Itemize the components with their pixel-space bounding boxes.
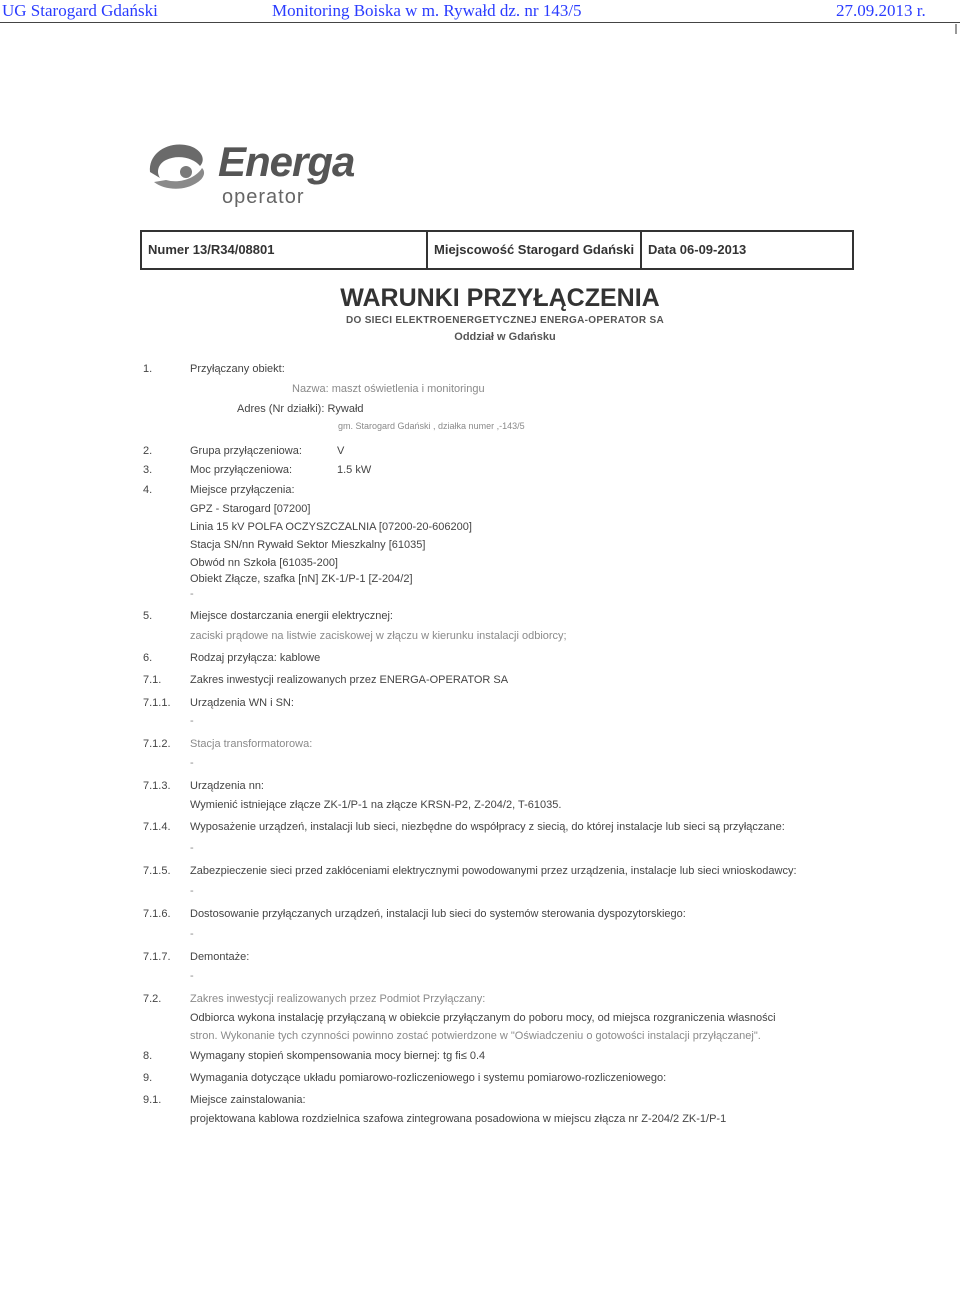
item-7-1-3-number: 7.1.3.: [143, 780, 171, 792]
empty-dash: -: [190, 757, 194, 769]
item-7-1-5-number: 7.1.5.: [143, 865, 171, 877]
item-7-2-number: 7.2.: [143, 993, 162, 1005]
item-1-address: Adres (Nr działki): Rywałd: [237, 403, 364, 415]
item-7-1-2-label: Stacja transformatorowa:: [190, 738, 313, 750]
item-7-1-3-label: Urządzenia nn:: [190, 780, 264, 792]
item-2-label: Grupa przyłączeniowa:: [190, 445, 302, 457]
item-7-2-label: Zakres inwestycji realizowanych przez Podmiot Przyłączany:: [190, 993, 486, 1005]
energa-swirl-icon: [140, 132, 212, 204]
item-1-gmina: gm. Starogard Gdański , działka numer ,-143/5: [338, 421, 525, 431]
item-2-value: V: [337, 445, 345, 457]
item-8-label: Wymagany stopień skompensowania mocy biernej: tg fi≤ 0.4: [190, 1050, 486, 1062]
empty-dash: -: [190, 588, 194, 600]
item-3-label: Moc przyłączeniowa:: [190, 464, 293, 476]
logo-subtitle: operator: [222, 186, 305, 208]
empty-dash: -: [190, 842, 194, 854]
item-6-label: Rodzaj przyłącza: kablowe: [190, 652, 321, 664]
energa-logo: [140, 128, 380, 218]
item-7-1-2-number: 7.1.2.: [143, 738, 171, 750]
item-7-1-4-number: 7.1.4.: [143, 821, 171, 833]
item-2-number: 2.: [143, 445, 153, 457]
item-1-label: Przyłączany obiekt:: [190, 363, 285, 375]
item-4-line: Stacja SN/nn Rywałd Sektor Mieszkalny [61035]: [190, 539, 426, 551]
item-9-number: 9.: [143, 1072, 153, 1084]
header-left: UG Starogard Gdański: [2, 1, 158, 20]
empty-dash: -: [190, 885, 194, 897]
logo-brand: Energa: [218, 138, 355, 185]
item-5-label: Miejsce dostarczania energii elektrycznej:: [190, 610, 393, 622]
scan-edge-mark: [955, 24, 957, 34]
item-7-1-3-value: Wymienić istniejące złącze ZK-1/P-1 na złącze KRSN-P2, Z-204/2, T-61035.: [190, 799, 562, 811]
document-title: WARUNKI PRZYŁĄCZENIA: [340, 284, 660, 312]
item-4-line: GPZ - Starogard [07200]: [190, 503, 311, 515]
item-7-1-number: 7.1.: [143, 674, 162, 686]
item-6-number: 6.: [143, 652, 153, 664]
empty-dash: -: [190, 970, 194, 982]
item-9-1-number: 9.1.: [143, 1094, 162, 1106]
item-7-2-line: stron. Wykonanie tych czynności powinno zostać potwierdzone w "Oświadczeniu o gotowości instalacji przyłączanej".: [190, 1030, 761, 1042]
item-4-line: Linia 15 kV POLFA OCZYSZCZALNIA [07200-20-606200]: [190, 521, 472, 533]
item-9-label: Wymagania dotyczące układu pomiarowo-rozliczeniowego i systemu pomiarowo-rozliczeniowego:: [190, 1072, 667, 1084]
item-7-1-1-label: Urządzenia WN i SN:: [190, 697, 294, 709]
document-header-box: [140, 230, 854, 270]
item-7-1-6-label: Dostosowanie przyłączanych urządzeń, instalacji lub sieci do systemów sterowania dyspozytorskiego:: [190, 908, 686, 920]
item-7-1-6-number: 7.1.6.: [143, 908, 171, 920]
header-right: 27.09.2013 r.: [836, 1, 926, 20]
item-7-1-1-number: 7.1.1.: [143, 697, 171, 709]
item-4-number: 4.: [143, 484, 153, 496]
document-location: Miejscowość Starogard Gdański: [428, 232, 642, 268]
item-4-line: Obiekt Złącze, szafka [nN] ZK-1/P-1 [Z-204/2]: [190, 573, 413, 585]
document-number: Numer 13/R34/08801: [142, 232, 428, 268]
header-center: Monitoring Boiska w m. Rywałd dz. nr 143/5: [272, 1, 582, 20]
item-9-1-label: Miejsce zainstalowania:: [190, 1094, 306, 1106]
item-7-1-5-label: Zabezpieczenie sieci przed zakłóceniami elektrycznymi powodowanymi przez urządzenia, instalacje lub sieci wnioskodawcy:: [190, 865, 797, 877]
page-header: [0, 0, 960, 23]
item-5-value: zaciski prądowe na listwie zaciskowej w złączu w kierunku instalacji odbiorcy;: [190, 630, 567, 642]
empty-dash: -: [190, 715, 194, 727]
item-1-number: 1.: [143, 363, 153, 375]
item-9-1-value: projektowana kablowa rozdzielnica szafowa zintegrowana posadowiona w miejscu złącza nr Z-204/2 ZK-1/P-1: [190, 1113, 727, 1125]
item-7-1-7-label: Demontaże:: [190, 951, 250, 963]
item-7-1-label: Zakres inwestycji realizowanych przez ENERGA-OPERATOR SA: [190, 674, 509, 686]
item-8-number: 8.: [143, 1050, 153, 1062]
item-1-name: Nazwa: maszt oświetlenia i monitoringu: [292, 383, 485, 395]
item-4-line: Obwód nn Szkoła [61035-200]: [190, 557, 338, 569]
document-date: Data 06-09-2013: [648, 242, 747, 257]
item-7-2-line: Odbiorca wykona instalację przyłączaną w obiekcie przyłączanym do poboru mocy, od miejsca rozgraniczenia własności: [190, 1012, 776, 1024]
item-7-1-7-number: 7.1.7.: [143, 951, 171, 963]
item-5-number: 5.: [143, 610, 153, 622]
item-3-value: 1.5 kW: [337, 464, 372, 476]
item-3-number: 3.: [143, 464, 153, 476]
item-4-label: Miejsce przyłączenia:: [190, 484, 295, 496]
document-subtitle: DO SIECI ELEKTROENERGETYCZNEJ ENERGA-OPERATOR SA: [346, 315, 664, 326]
item-7-1-4-label: Wyposażenie urządzeń, instalacji lub sieci, niezbędne do współpracy z siecią, do której instalacje lub sieci są przyłączane:: [190, 821, 785, 833]
document-branch: Oddział w Gdańsku: [454, 331, 556, 343]
empty-dash: -: [190, 928, 194, 940]
